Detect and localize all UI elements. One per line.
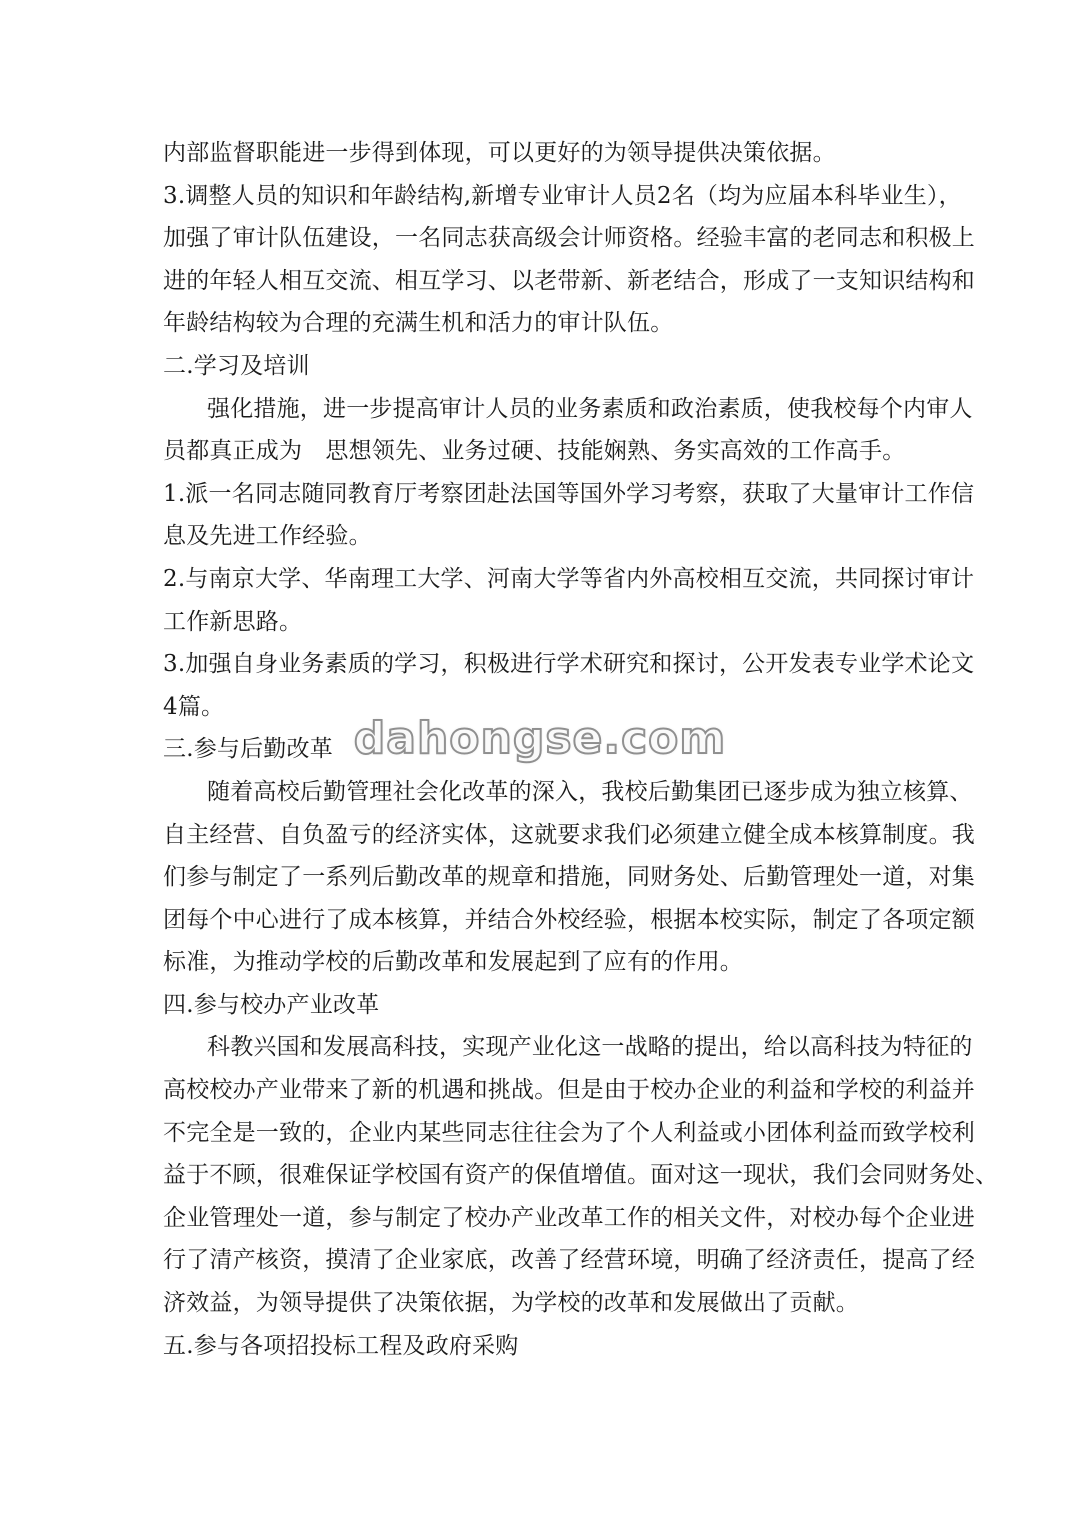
text-line: 4篇。	[163, 693, 225, 720]
text-line: 们参与制定了一系列后勤改革的规章和措施，同财务处、后勤管理处一道，对集	[163, 864, 975, 891]
paragraph-start: 科教兴国和发展高科技，实现产业化这一战略的提出，给以高科技为特征的	[207, 1034, 973, 1061]
text-line: 不完全是一致的，企业内某些同志往往会为了个人利益或小团体利益而致学校利	[163, 1119, 975, 1146]
text-line: 济效益，为领导提供了决策依据，为学校的改革和发展做出了贡献。	[163, 1290, 859, 1317]
list-item: 1.派一名同志随同教育厅考察团赴法国等国外学习考察，获取了大量审计工作信	[163, 480, 975, 507]
section-heading: 三.参与后勤改革	[163, 736, 333, 763]
text-line: 加强了审计队伍建设，一名同志获高级会计师资格。经验丰富的老同志和积极上	[163, 225, 975, 252]
document-page	[163, 132, 999, 1367]
text-line: 行了清产核资，摸清了企业家底，改善了经营环境，明确了经济责任，提高了经	[163, 1247, 975, 1274]
section-heading: 五.参与各项招投标工程及政府采购	[163, 1332, 519, 1359]
section-heading: 四.参与校办产业改革	[163, 991, 380, 1018]
text-line: 团每个中心进行了成本核算，并结合外校经验，根据本校实际，制定了各项定额	[163, 906, 975, 933]
text-line: 年龄结构较为合理的充满生机和活力的审计队伍。	[163, 310, 674, 337]
paragraph-start: 强化措施，进一步提高审计人员的业务素质和政治素质，使我校每个内审人	[207, 395, 973, 422]
text-line: 自主经营、自负盈亏的经济实体，这就要求我们必须建立健全成本核算制度。我	[163, 821, 975, 848]
watermark: dahongse.com	[353, 713, 727, 764]
text-line: 员都真正成为 思想领先、业务过硬、技能娴熟、务实高效的工作高手。	[163, 438, 906, 465]
text-line: 进的年轻人相互交流、相互学习、以老带新、新老结合，形成了一支知识结构和	[163, 267, 975, 294]
text-line: 企业管理处一道，参与制定了校办产业改革工作的相关文件，对校办每个企业进	[163, 1204, 975, 1231]
list-item: 2.与南京大学、华南理工大学、河南大学等省内外高校相互交流，共同探讨审计	[163, 565, 975, 592]
list-item: 3.调整人员的知识和年龄结构,新增专业审计人员2名（均为应届本科毕业生），	[163, 182, 962, 209]
text-line: 标准，为推动学校的后勤改革和发展起到了应有的作用。	[163, 949, 743, 976]
text-line: 高校校办产业带来了新的机遇和挑战。但是由于校办企业的利益和学校的利益并	[163, 1077, 975, 1104]
list-item: 3.加强自身业务素质的学习，积极进行学术研究和探讨，公开发表专业学术论文	[163, 651, 975, 678]
text-line: 内部监督职能进一步得到体现，可以更好的为领导提供决策依据。	[163, 140, 836, 166]
text-line: 益于不顾，很难保证学校国有资产的保值增值。面对这一现状，我们会同财务处、	[163, 1162, 999, 1189]
section-heading: 二.学习及培训	[163, 352, 310, 379]
text-line: 工作新思路。	[163, 608, 303, 635]
paragraph-start: 随着高校后勤管理社会化改革的深入，我校后勤集团已逐步成为独立核算、	[207, 778, 973, 805]
text-line: 息及先进工作经验。	[163, 523, 372, 550]
